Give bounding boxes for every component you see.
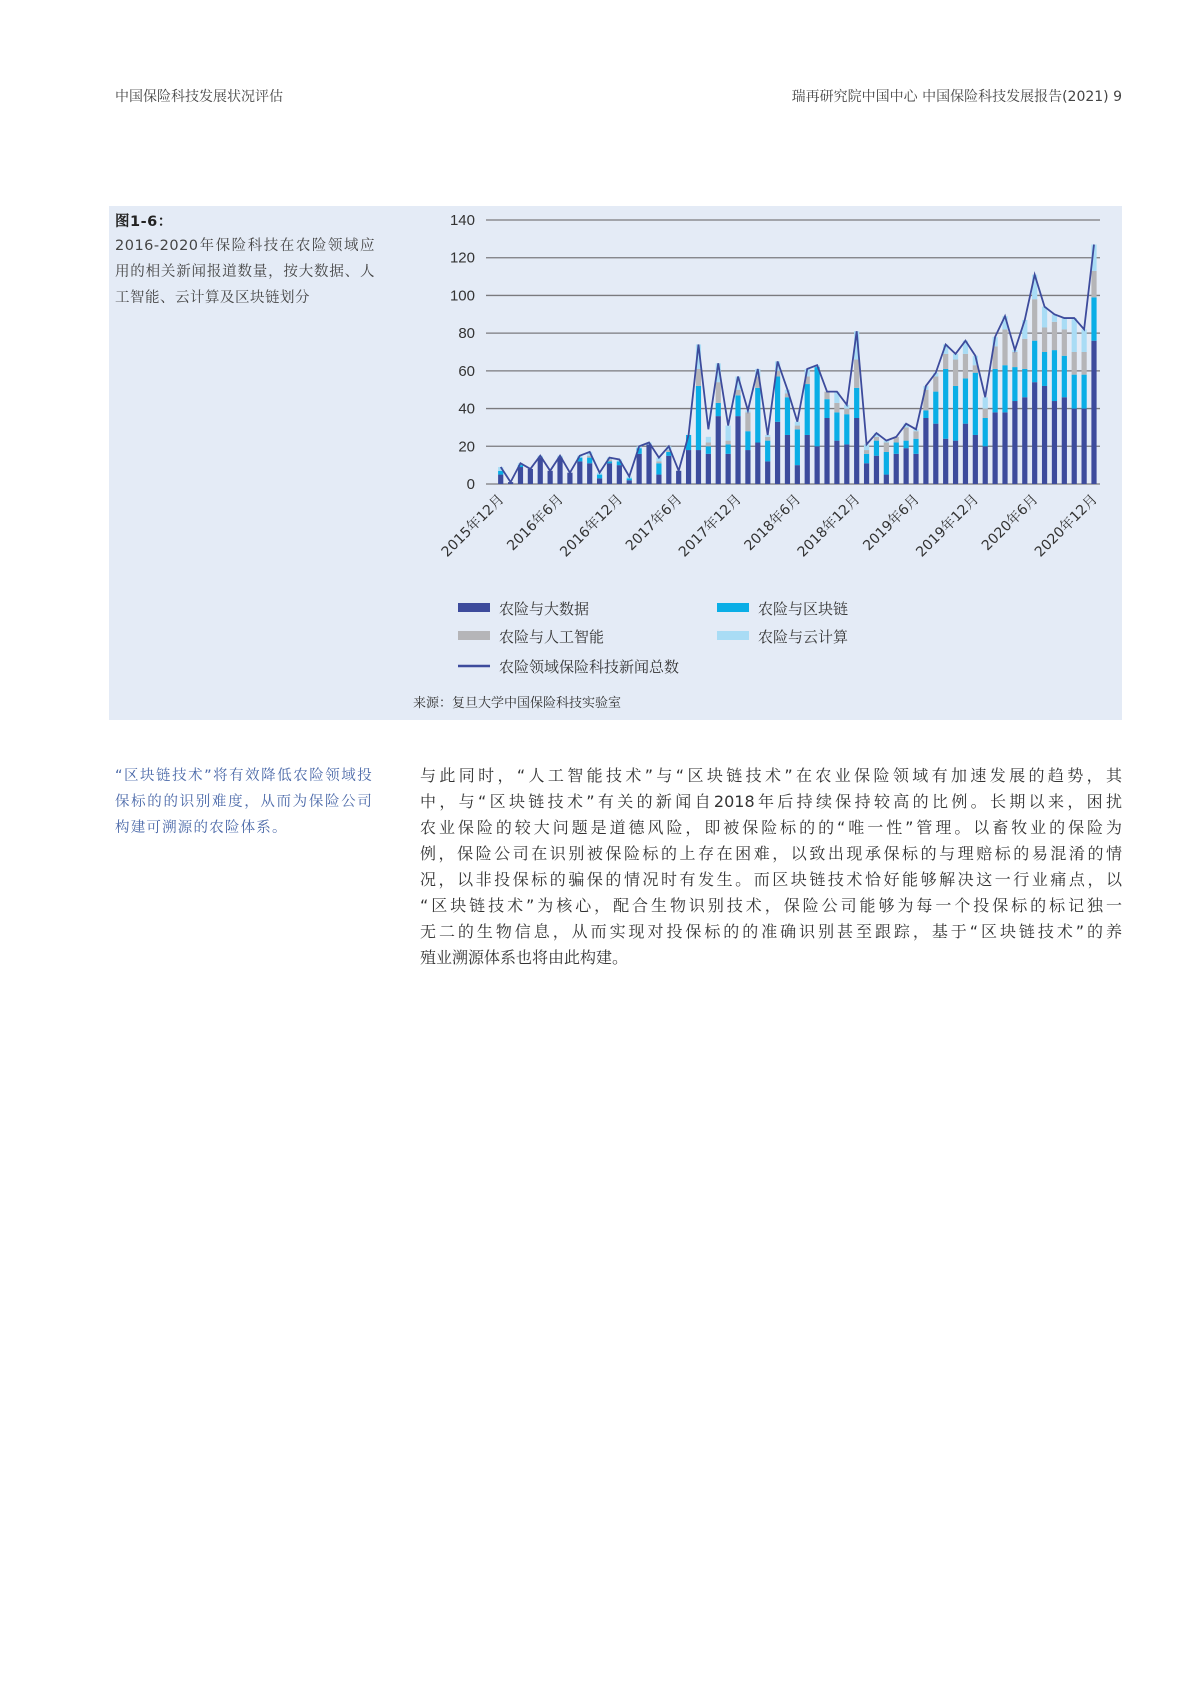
bar-ai [884, 443, 889, 452]
bar-bigdata [607, 463, 612, 484]
bar-blockchain [706, 446, 711, 454]
legend-label: 农险与大数据 [499, 600, 590, 618]
bar-blockchain [1032, 341, 1037, 382]
bar-blockchain [1002, 365, 1007, 412]
y-tick-label: 0 [466, 476, 475, 493]
bar-bigdata [498, 475, 503, 484]
y-tick-label: 140 [449, 212, 475, 229]
bar-bigdata [538, 458, 543, 484]
bar-blockchain [1012, 367, 1017, 401]
bar-bigdata [874, 456, 879, 484]
bar-blockchain [983, 418, 988, 446]
bar-bigdata [1002, 412, 1007, 484]
bar-cloud [765, 435, 770, 437]
legend-label: 农险领域保险科技新闻总数 [499, 658, 680, 676]
bar-ai [933, 377, 938, 392]
x-tick-label: 2018年12月 [794, 491, 864, 561]
bar-blockchain [894, 443, 899, 454]
bar-bigdata [686, 450, 691, 484]
bar-ai [1012, 352, 1017, 367]
bar-bigdata [805, 435, 810, 484]
x-tick-label: 2016年6月 [504, 491, 567, 555]
y-tick-label: 20 [458, 438, 475, 456]
bar-bigdata [904, 448, 909, 484]
body-line: 与此同时，“人工智能技术”与“区块链技术”在农业保险领域有加速发展的趋势，其 [420, 766, 1122, 785]
bar-cloud [1062, 318, 1067, 329]
bar-bigdata [844, 444, 849, 484]
legend-swatch-cloud [717, 631, 749, 640]
bar-ai [904, 427, 909, 440]
bar-blockchain [834, 412, 839, 440]
x-tick-label: 2017年6月 [622, 491, 686, 555]
running-header-left: 中国保险科技发展状况评估 [115, 89, 283, 105]
bar-bigdata [1062, 397, 1067, 484]
bar-bigdata [1072, 409, 1077, 484]
bar-ai [1032, 299, 1037, 340]
bar-cloud [983, 397, 988, 408]
bar-blockchain [795, 429, 800, 465]
bar-bigdata [587, 463, 592, 484]
x-tick-label: 2015年12月 [438, 491, 508, 561]
bar-blockchain [1052, 350, 1057, 401]
bar-bigdata [1091, 341, 1096, 484]
bar-ai [656, 461, 661, 463]
bar-bigdata [983, 446, 988, 484]
bar-ai [735, 390, 740, 396]
bar-bigdata [795, 465, 800, 484]
bar-ai [1002, 329, 1007, 365]
bar-ai [953, 360, 958, 386]
bar-blockchain [1072, 375, 1077, 409]
bar-bigdata [834, 441, 839, 484]
body-line: 农业保险的较大问题是道德风险，即被保险标的的“唯一性”管理。以畜牧业的保险为 [420, 818, 1122, 837]
bar-blockchain [775, 377, 780, 422]
bar-blockchain [1022, 369, 1027, 397]
bar-bigdata [627, 480, 632, 484]
bar-blockchain [993, 369, 998, 412]
body-line: 无二的生物信息，从而实现对投保标的的准确识别甚至跟踪，基于“区块链技术”的养 [420, 922, 1122, 941]
bar-ai [1052, 322, 1057, 350]
bar-blockchain [587, 458, 592, 464]
bar-blockchain [933, 392, 938, 424]
bar-cloud [726, 426, 731, 441]
bar-blockchain [884, 452, 889, 475]
bar-bigdata [735, 416, 740, 484]
bar-blockchain [785, 397, 790, 435]
bar-blockchain [815, 367, 820, 446]
legend-label: 农险与云计算 [758, 628, 849, 646]
figure-caption: 2016-2020年保险科技在农险领域应用的相关新闻报道数量，按大数据、人工智能、云计算及区块链划分 [115, 238, 375, 306]
bar-bigdata [518, 467, 523, 484]
bar-bigdata [943, 439, 948, 484]
bar-blockchain [755, 388, 760, 443]
bar-bigdata [1082, 409, 1087, 484]
bar-ai [1022, 339, 1027, 369]
bar-bigdata [765, 461, 770, 484]
bar-blockchain [597, 475, 602, 479]
bar-blockchain [1042, 352, 1047, 386]
bar-ai [874, 437, 879, 441]
bar-blockchain [696, 386, 701, 450]
bar-blockchain [1091, 297, 1096, 340]
bar-bigdata [963, 424, 968, 484]
bar-ai [716, 382, 721, 403]
bar-blockchain [874, 441, 879, 456]
bar-blockchain [844, 414, 849, 444]
bar-ai [745, 412, 750, 431]
x-tick-label: 2020年12月 [1031, 491, 1101, 561]
bar-cloud [1042, 307, 1047, 328]
running-header-right: 瑞再研究院中国中心 中国保险科技发展报告(2021) 9 [791, 89, 1122, 105]
bar-bigdata [785, 435, 790, 484]
bar-blockchain [953, 386, 958, 441]
bar-ai [913, 431, 918, 439]
bar-blockchain [627, 478, 632, 480]
bar-ai [1042, 327, 1047, 352]
bar-ai [854, 360, 859, 388]
bar-bigdata [824, 418, 829, 484]
bar-cloud [1082, 329, 1087, 352]
bar-bigdata [953, 441, 958, 484]
legend-swatch-ai [458, 631, 490, 640]
figure-source: 来源：复旦大学中国保险科技实验室 [413, 696, 622, 711]
body-line: “区块链技术”为核心，配合生物识别技术，保险公司能够为每一个投保标的标记独一 [420, 896, 1122, 915]
bar-bigdata [933, 424, 938, 484]
bar-bigdata [716, 416, 721, 484]
bar-cloud [795, 422, 800, 426]
bar-ai [1072, 352, 1077, 375]
body-line: 中，与“区块链技术”有关的新闻自2018年后持续保持较高的比例。长期以来，困扰 [420, 792, 1122, 811]
bar-ai [834, 403, 839, 412]
y-tick-label: 60 [458, 362, 475, 380]
bar-ai [963, 354, 968, 379]
bar-bigdata [1032, 382, 1037, 484]
bar-ai [795, 426, 800, 430]
bar-bigdata [973, 435, 978, 484]
x-tick-label: 2018年6月 [741, 491, 805, 555]
bar-ai [696, 369, 701, 386]
bar-blockchain [765, 441, 770, 462]
bar-bigdata [854, 418, 859, 484]
bar-blockchain [854, 388, 859, 418]
bar-ai [983, 409, 988, 418]
body-line: 例，保险公司在识别被保险标的上存在困难，以致出现承保标的与理赔标的易混淆的情 [420, 844, 1122, 863]
bar-blockchain [923, 410, 928, 418]
x-tick-label: 2019年6月 [860, 491, 923, 555]
bar-bigdata [755, 443, 760, 484]
bar-bigdata [597, 478, 602, 484]
bar-bigdata [745, 450, 750, 484]
bar-bigdata [696, 450, 701, 484]
bar-ai [765, 437, 770, 441]
bar-bigdata [923, 418, 928, 484]
body-text [420, 763, 1122, 971]
bar-ai [1062, 329, 1067, 355]
bar-ai [1082, 352, 1087, 375]
bar-bigdata [726, 454, 731, 484]
bar-ai [824, 392, 829, 400]
bar-blockchain [805, 384, 810, 435]
figure-number: 图1-6： [115, 214, 173, 230]
body-line: 殖业溯源体系也将由此构建。 [420, 948, 629, 967]
bar-bigdata [706, 454, 711, 484]
bar-bigdata [666, 456, 671, 484]
bar-bigdata [557, 458, 562, 484]
y-tick-label: 40 [458, 400, 475, 418]
bar-bigdata [528, 469, 533, 484]
bar-blockchain [824, 399, 829, 418]
legend-label: 农险与区块链 [758, 600, 849, 618]
bar-blockchain [745, 431, 750, 450]
legend-swatch-bigdata [458, 603, 490, 612]
bar-ai [1091, 271, 1096, 297]
bar-blockchain [963, 378, 968, 423]
bar-bigdata [1012, 401, 1017, 484]
y-tick-label: 120 [449, 249, 475, 267]
bar-bigdata [1052, 401, 1057, 484]
bar-bigdata [548, 471, 553, 484]
bar-bigdata [1042, 386, 1047, 484]
bar-bigdata [656, 475, 661, 484]
x-tick-label: 2017年12月 [675, 491, 745, 561]
bar-ai [706, 443, 711, 447]
bar-bigdata [884, 475, 889, 484]
bar-blockchain [864, 454, 869, 463]
margin-note: “区块链技术”将有效降低农险领域投保标的的识别难度，从而为保险公司构建可溯源的农险体系。 [115, 768, 373, 836]
bar-cloud [706, 437, 711, 443]
bar-blockchain [1062, 356, 1067, 397]
legend-swatch-blockchain [717, 603, 749, 612]
bar-blockchain [913, 439, 918, 454]
x-tick-label: 2016年12月 [557, 491, 627, 561]
bar-bigdata [815, 446, 820, 484]
bar-blockchain [904, 441, 909, 449]
bar-blockchain [735, 395, 740, 416]
legend-label: 农险与人工智能 [499, 628, 605, 646]
y-tick-label: 100 [449, 287, 475, 305]
bar-bigdata [913, 454, 918, 484]
x-tick-label: 2019年12月 [913, 491, 983, 561]
body-line: 况，以非投保标的骗保的情况时有发生。而区块链技术恰好能够解决这一行业痛点，以 [420, 870, 1122, 889]
bar-bigdata [993, 412, 998, 484]
stacked-bar-line-chart [0, 0, 1200, 740]
x-tick-label: 2020年6月 [978, 491, 1042, 555]
bar-ai [864, 450, 869, 454]
bar-bigdata [894, 454, 899, 484]
bar-bigdata [1022, 397, 1027, 484]
bar-ai [726, 441, 731, 445]
y-tick-label: 80 [458, 325, 475, 343]
bar-ai [943, 354, 948, 369]
bar-bigdata [577, 461, 582, 484]
bar-blockchain [943, 369, 948, 439]
bar-bigdata [775, 422, 780, 484]
bar-bigdata [646, 444, 651, 484]
bar-bigdata [637, 454, 642, 484]
bar-bigdata [617, 465, 622, 484]
bar-cloud [1072, 318, 1077, 352]
bar-blockchain [1082, 375, 1087, 409]
bar-blockchain [726, 444, 731, 453]
bar-blockchain [656, 463, 661, 474]
bar-blockchain [716, 403, 721, 416]
bar-blockchain [973, 373, 978, 435]
bar-ai [844, 409, 849, 415]
bar-bigdata [864, 463, 869, 484]
